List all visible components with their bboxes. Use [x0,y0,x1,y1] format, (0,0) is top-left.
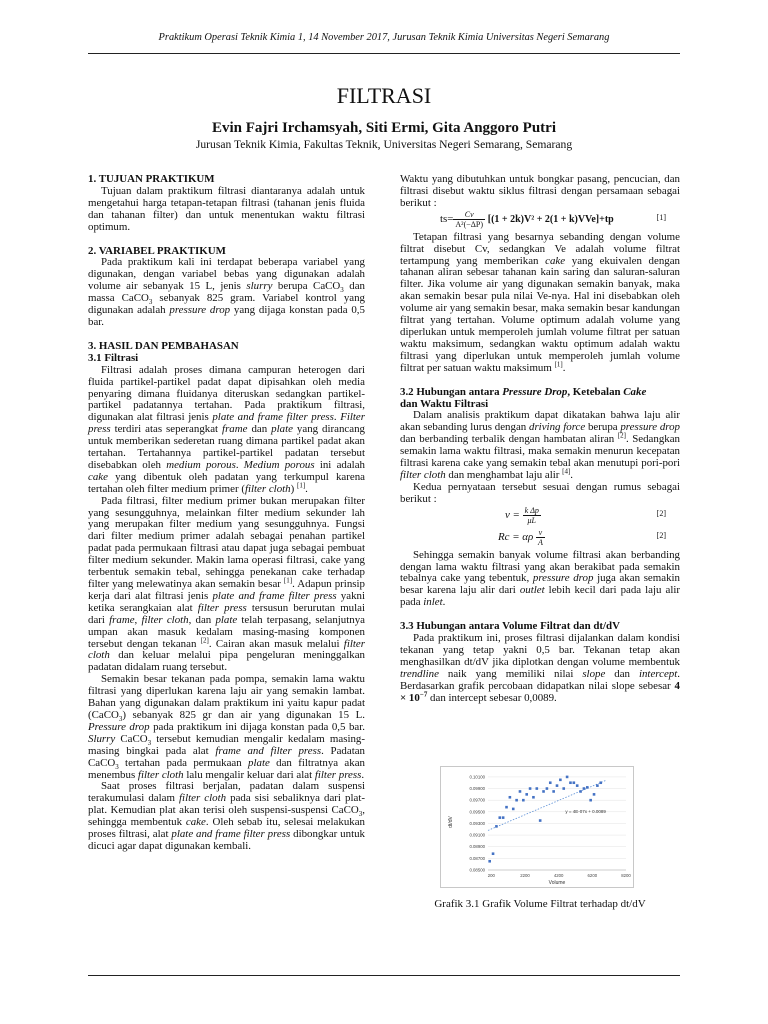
subsection-heading-volume-filtrat: 3.3 Hubungan antara Volume Filtrat dan dt/dV [400,620,620,633]
paragraph-tujuan: Tujuan dalam praktikum filtrasi diantaranya adalah untuk mengetahui harga tetapan-tetapan filtrasi (tahanan jenis fluida dan tahanan filter) dan untuk menentukan waktu filtrasi optimum. [88,184,365,233]
y-tick-label: 0.08900 [469,844,485,850]
eq2-ref: [2] [656,508,666,518]
y-tick-label: 0.09100 [469,832,485,838]
data-point [593,793,596,796]
data-point [512,808,515,811]
paragraph-tetapan: Tetapan filtrasi yang besarnya sebanding dengan volume filtrat disebut Cv, sedangkan Ve adalah volume filtrat tertampung yang memberikan cake yang ekuivalen dengan tahanan aliran sebesar tahanan kain saring dan saluran-saluran filter. Jika volume air yang digunakan semakin banyak, maka akan semakin besar pula nilai Ve-nya. Hal ini disebabkan oleh volume air yang semakin besar, maka semakin besar kandungan filtrat yang tertahan. Volume optimum adalah volume yang diperlukan untuk memperoleh jumlah volume filtrat per satuan waktu maksimum, sedangkan waktu optimum adalah waktu filtrasi yang diperlukan untuk memperoleh jumlah volume filtrat per satuan waktu maksimum [1]. [400,230,681,374]
paragraph-volume-filtrat: Pada praktikum ini, proses filtrasi dijalankan dalam kondisi tekanan yang tetap yakni 0,5 bar. Tekanan tetap akan menghasilkan dt/dV jika diplotkan dengan volume membentuk trendline naik yang memiliki nilai slope dan intercept. Berdasarkan grafik percobaan didapatkan nilai slope sebesar $4 \times 10^{-7}$ dan intercept sebesar 0,0089. [400,632,680,704]
y-tick-label: 0.09300 [469,820,485,826]
data-point [559,779,562,782]
data-point [532,796,535,799]
data-point [542,790,545,793]
chart-y-ticks [469,774,485,872]
paragraph-filtrasi-3: Semakin besar tekanan pada pompa, semakin lama waktu filtrasi yang diperlukan karena laju air yang semakin lambat. Bahan yang digunakan dalam praktikum ini yaitu kapur padat (CaCO$_3$) sebanyak 825 gr dan air yang digunakan 15 L. Pressure drop pada praktikum ini dijaga konstan pada 0,5 bar. Slurry CaCO$_3$ tersebut kemudian mengalir kedalam masing-masing bingkai pada alat frame and filter press. Padatan CaCO$_3$ tertahan pada permukaan plate dan filtratnya akan menembus filter cloth lalu mengalir keluar dari alat filter press. [88,673,366,781]
eq3-lhs: Rc = αρ [498,530,534,543]
eq3-ref: [2] [656,530,666,540]
data-point [569,781,572,784]
data-point [562,787,565,790]
eq2-fraction [523,506,541,525]
x-tick-label: 200 [487,873,495,878]
data-point [576,784,579,787]
running-head: Praktikum Operasi Teknik Kimia 1, 14 November 2017, Jurusan Teknik Kimia Universitas Negeri Semarang [158,32,610,43]
y-tick-label: 0.09700 [469,797,485,803]
paragraph-filtrasi-2: Pada filtrasi, filter medium primer bukan merupakan filter yang sesungguhnya, melainkan filter medium sekunder lah yang merupakan filter medium yang sesungguhnya. Fungsi dari filter medium primer adalah sebagai penahan partikel padat pada permukaan filtrasi atau dapat juga sebagai pembuat filter medium sekunder. Makin lama operasi filtrasi, cake yang terbentuk semakin tebal, sehingga penekanan cake terhadap filter yang melewatinya akan semakin besar [1]. Adapun prinsip kerja dari alat filtrasi jenis plate and frame filter press yakni ketika serangkaian alat filter press tersusun berurutan mulai dari frame, filter cloth, dan plate telah terpasang, selanjutnya umpan akan masuk kedalam masing-masing komponen tersebut dengan tekanan [2]. Cairan akan masuk melalui filter cloth dan keluar melalui pipa pengeluran meninggalkan padatan didalam ruang tersebut. [88,494,365,674]
data-point [519,790,522,793]
data-point [522,799,525,802]
x-axis-label: Volume [548,880,566,886]
eq1-lhs: ts= [440,212,454,225]
eq2-lhs: v = [505,508,520,521]
x-tick-label: 2200 [520,873,530,878]
trendline-equation: y = 4E-07x + 0.0089 [565,808,606,814]
paragraph-filtrasi-4: Saat proses filtrasi berjalan, padatan dalam suspensi terakumulasi dalam filter cloth pada sisi sebaliknya dari plat-plat. Kemudian plat akan terisi oleh suspensi-suspensi CaCO$_3$, sehingga membentuk cake. Oleh sebab itu, selesai melakukan proses filtrasi, alat plate and frame filter press dibongkar untuk dicuci agar dapat digunakan kembali. [88,780,365,852]
data-point [579,790,582,793]
eq3-fraction [536,528,545,547]
data-point [552,790,555,793]
data-point [589,799,592,802]
equation-3 [400,528,680,550]
paragraph-pressure-drop-2: Kedua pernyataan tersebut sesuai dengan rumus sebagai berikut : [400,480,680,505]
section-heading-hasil: 3. HASIL DAN PEMBAHASAN [88,339,239,352]
y-tick-label: 0.08500 [469,867,485,873]
x-tick-label: 4200 [553,873,564,878]
y-tick-label: 0.09900 [469,786,485,792]
eq1-num: Cv [453,210,485,220]
data-point [566,776,569,779]
eq1-fraction [453,210,485,229]
subsection-heading-pressure-drop: 3.2 Hubungan antara Pressure Drop, Ketebalan Cake dan Waktu Filtrasi [400,385,647,410]
left-column [88,174,365,853]
y-tick-label: 0.10100 [469,774,485,780]
data-point [546,787,549,790]
data-point [536,787,539,790]
paragraph-filtrasi-1: Filtrasi adalah proses dimana campuran heterogen dari fluida partikel-partikel padat dapat dipisahkan oleh media penyaring dimana fluidanya diteruskan sedangkan partikel-partikel padatannya tertahan. Pada praktikum filtrasi, digunakan alat filtrasi jenis plate and frame filter press. Filter press terdiri atas seperangkat frame dan plate yang dirancang untuk memberikan sederetan ruang dimana partikel padat akan tertahan. Tertahannya partikel-partikel padatan tersebut disebabkan oleh medium porous. Medium porous ini adalah cake yang dibentuk oleh padatan yang terkumpul karena tertahan oleh filter medium primer (filter cloth) [1]. [88,363,365,495]
equation-1 [400,210,680,232]
author-list: Evin Fajri Irchamsyah, Siti Ermi, Gita Anggoro Putri [211,120,557,136]
paragraph-pressure-drop-1: Dalam analisis praktikum dapat dikatakan bahwa laju alir akan sebanding lurus dengan driving force berupa pressure drop dan berbanding terbalik dengan hambatan aliran [2]. Sedangkan semakin lama waktu filtrasi, maka semakin menurun kecepatan filtrasi karena cake yang semakin tebal akan menutupi pori-pori filter cloth dan menghambat laju alir [4]. [400,409,680,481]
data-point [488,860,491,863]
eq3-den: A [537,537,543,547]
eq3-num: v [536,528,545,538]
y-tick-label: 0.08700 [469,855,485,861]
data-point [498,816,501,819]
header-rule [88,53,680,54]
eq2-num: k Δp [524,505,539,515]
footer-rule [88,975,680,976]
data-point [502,816,505,819]
data-point [509,796,512,799]
paper-title: FILTRASI [336,83,432,108]
x-tick-label: 6200 [587,873,598,878]
equation-2 [400,506,680,528]
data-point [539,819,542,822]
data-point [586,786,589,789]
eq2-den: μL [527,515,536,525]
eq1-den: A²(−ΔP) [455,219,484,229]
data-point [556,784,559,787]
data-point [515,799,518,802]
paragraph-siklus: Waktu yang dibutuhkan untuk bongkar pasang, pencucian, dan filtrasi disebut waktu siklus filtrasi dengan persamaan sebagai berikut : [400,173,680,209]
affiliation: Jurusan Teknik Kimia, Fakultas Teknik, Universitas Negeri Semarang, Semarang [195,138,573,151]
section-heading-variabel: 2. VARIABEL PRAKTIKUM [88,244,226,257]
data-point [492,852,495,855]
data-point [529,787,532,790]
eq1-ref: [1] [656,212,666,222]
x-tick-label: 8200 [621,873,631,878]
figure-caption: Grafik 3.1 Grafik Volume Filtrat terhadap dt/dV [434,898,646,910]
paragraph-pressure-drop-3: Sehingga semakin banyak volume filtrasi akan berbanding dengan lama waktu filtrasi yang akan berakibat pada semakin tebalnya cake yang tebentuk, pressure drop juga akan semakin besar karena laju alir dari outlet lebih kecil dari pada laju alir pada inlet. [400,548,681,609]
y-axis-label: dt/dV [448,816,454,828]
data-point [549,781,552,784]
data-point [599,781,602,784]
data-point [583,787,586,790]
data-point [505,806,508,809]
right-column [400,174,680,705]
data-point [573,781,576,784]
data-point [495,825,498,828]
data-point [525,793,528,796]
eq1-rhs: [(1 + 2k)V² + 2(1 + k)VVe]+tp [487,213,614,225]
section-heading-tujuan: 1. TUJUAN PRAKTIKUM [88,173,215,185]
paragraph-variabel: Pada praktikum kali ini terdapat beberapa variabel yang digunakan, dengan variabel bebas yang digunakan adalah volume air sebanyak 15 L, jenis slurry berupa CaCO$_3$ dan massa CaCO$_3$ sebanyak 825 gram. Variabel kontrol yang digunakan adalah pressure drop yang dijaga konstan pada 0,5 bar. [88,256,365,328]
y-tick-label: 0.09500 [469,809,485,815]
subsection-heading-filtrasi: 3.1 Filtrasi [88,351,139,364]
scatter-chart [440,766,634,888]
data-point [596,784,599,787]
